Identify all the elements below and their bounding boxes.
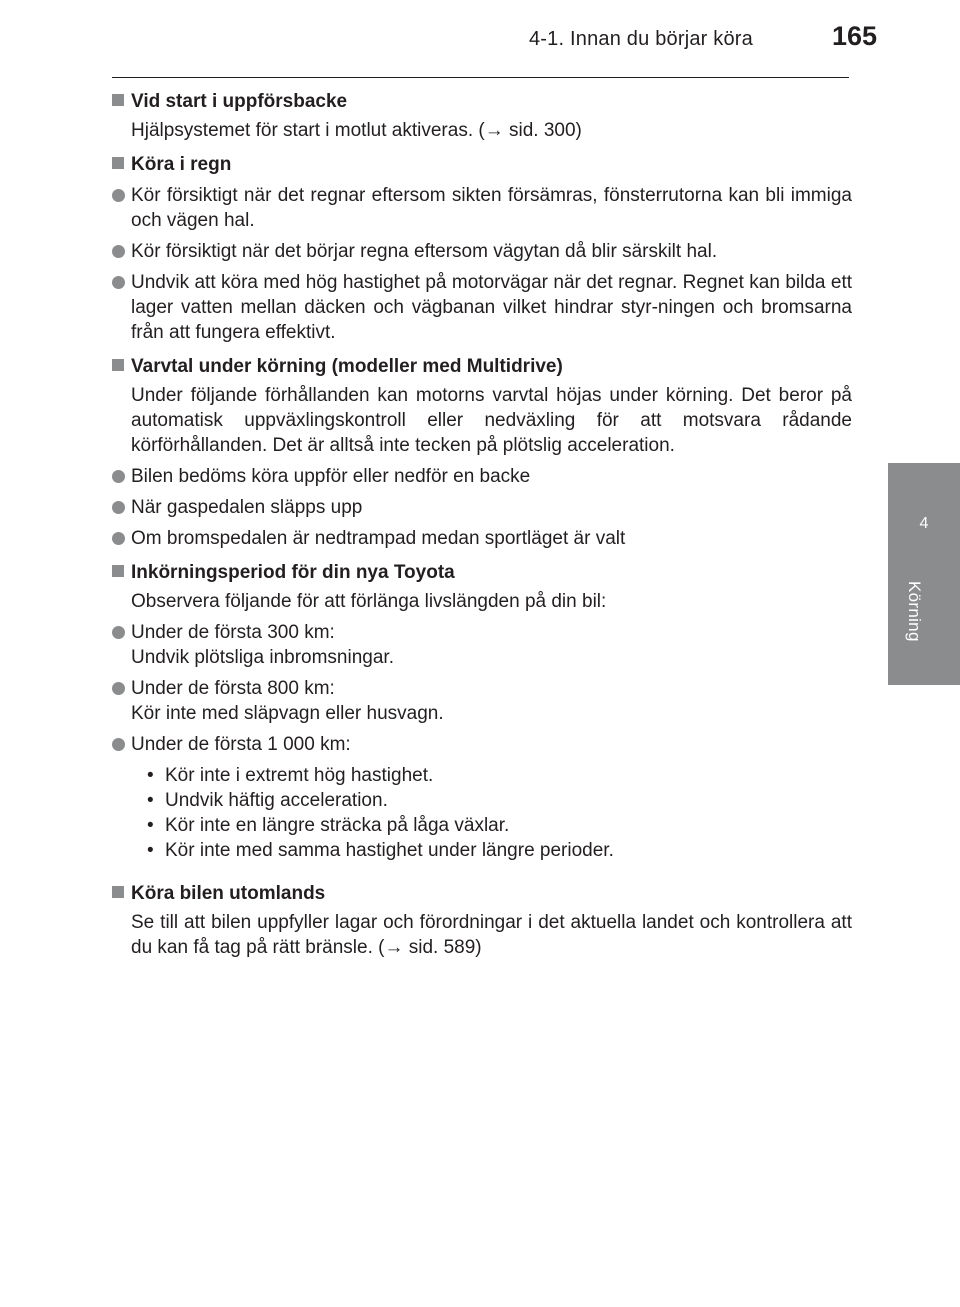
section-paragraph: Se till att bilen uppfyller lagar och förordningar i det aktuella landet och kontrollera att du kan få tag på rätt bränsle. (→ sid. 589) (131, 912, 852, 958)
section-title: Köra bilen utomlands (131, 883, 326, 904)
list-item-text: När gaspedalen släpps upp (131, 497, 363, 518)
section-title: Vid start i uppförsbacke (131, 91, 348, 112)
square-bullet-icon (112, 94, 124, 106)
list-item-text: Under de första 300 km: Undvik plötsliga inbromsningar. (131, 622, 394, 668)
circle-bullet-icon (112, 501, 125, 514)
list-item (112, 732, 852, 757)
sub-list-item (147, 838, 852, 863)
sub-list (112, 763, 852, 863)
page-content (112, 89, 852, 960)
circle-bullet-icon (112, 245, 125, 258)
list-item (112, 270, 852, 345)
dot-bullet-icon: • (147, 815, 154, 836)
square-bullet-icon (112, 157, 124, 169)
list-item (112, 464, 852, 489)
circle-bullet-icon (112, 682, 125, 695)
square-bullet-icon (112, 886, 124, 898)
chapter-number: 4 (919, 515, 929, 532)
square-bullet-icon (112, 565, 124, 577)
list-item-text: Kör försiktigt när det börjar regna eftersom vägytan då blir särskilt hal. (131, 241, 718, 262)
circle-bullet-icon (112, 532, 125, 545)
list-item-text: Bilen bedöms köra uppför eller nedför en backe (131, 466, 531, 487)
sub-list-item-text: Kör inte en längre sträcka på låga växlar. (165, 815, 510, 836)
square-bullet-icon (112, 359, 124, 371)
list-item (112, 526, 852, 551)
chapter-label: Körning (905, 581, 924, 642)
section-title: Varvtal under körning (modeller med Multidrive) (131, 356, 563, 377)
list-item-text: Kör försiktigt när det regnar eftersom sikten försämras, fönsterrutorna kan bli immiga och vägen hal. (131, 185, 852, 231)
section-heading (112, 152, 852, 177)
sub-list-item (147, 813, 852, 838)
section-heading (112, 89, 852, 114)
circle-bullet-icon (112, 189, 125, 202)
circle-bullet-icon (112, 626, 125, 639)
section-title: Köra i regn (131, 154, 232, 175)
list-item (112, 239, 852, 264)
list-item (112, 495, 852, 520)
sub-list-item (147, 763, 852, 788)
list-item (112, 620, 852, 670)
section-paragraph: Under följande förhållanden kan motorns varvtal höjas under körning. Det beror på automatisk uppväxlingskontroll eller nedväxling för att motsvara rådande körförhållanden. Det är alltså inte tecken på plötslig acceleration. (131, 385, 852, 456)
dot-bullet-icon: • (147, 840, 154, 861)
page-number: 165 (832, 21, 878, 51)
sub-list-item-text: Undvik häftig acceleration. (165, 790, 388, 811)
sub-list-item-text: Kör inte i extremt hög hastighet. (165, 765, 434, 786)
list-item (112, 676, 852, 726)
running-header-section: 4-1. Innan du börjar köra (528, 28, 753, 50)
sub-list-item-text: Kör inte med samma hastighet under längre perioder. (165, 840, 614, 861)
circle-bullet-icon (112, 470, 125, 483)
list-item-text: Under de första 1 000 km: (131, 734, 351, 755)
header-divider (112, 77, 849, 78)
dot-bullet-icon: • (147, 765, 154, 786)
list-item-text: Undvik att köra med hög hastighet på motorvägar när det regnar. Regnet kan bilda ett lager vatten mellan däcken och vägbanan vilket hindrar styr-ningen och bromsarna från att fungera effektivt. (131, 272, 852, 343)
section-paragraph: Observera följande för att förlänga livslängden på din bil: (131, 591, 607, 612)
circle-bullet-icon (112, 738, 125, 751)
section-title: Inkörningsperiod för din nya Toyota (131, 562, 455, 583)
section-heading (112, 354, 852, 379)
chapter-side-tab (888, 463, 960, 685)
circle-bullet-icon (112, 276, 125, 289)
section-heading (112, 881, 852, 906)
list-item (112, 183, 852, 233)
list-item-text: Under de första 800 km: Kör inte med släpvagn eller husvagn. (131, 678, 444, 724)
section-heading (112, 560, 852, 585)
sub-list-item (147, 788, 852, 813)
list-item-text: Om bromspedalen är nedtrampad medan sportläget är valt (131, 528, 626, 549)
section-paragraph: Hjälpsystemet för start i motlut aktiveras. (→ sid. 300) (131, 120, 582, 141)
dot-bullet-icon: • (147, 790, 154, 811)
